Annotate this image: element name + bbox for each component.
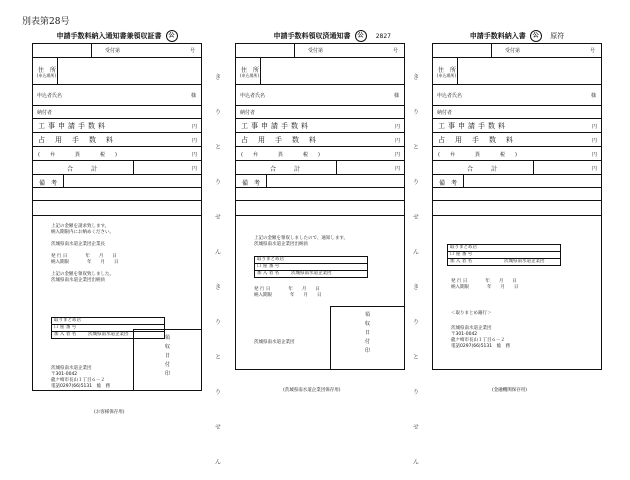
seal-mark: 公 xyxy=(355,30,367,42)
form-payment xyxy=(432,30,602,393)
applicant-suffix: 様 xyxy=(393,93,399,99)
payer-label: 納付者 xyxy=(240,110,256,116)
cut-char: き xyxy=(214,74,221,81)
fee-label-1: 工事申請手数料 xyxy=(38,122,108,130)
text-line: 茨城県南水道企業団 xyxy=(51,366,92,371)
seal-mark: 公 xyxy=(166,30,178,42)
cut-char: き xyxy=(412,284,419,291)
text-line: 龍ケ崎市長山１丁目６－２ xyxy=(51,378,105,383)
form-footer: (茨城県南水道企業団保存用) xyxy=(283,388,341,393)
payer-row xyxy=(33,106,201,119)
yen-2: 円 xyxy=(394,138,400,144)
receipt-stamp-area xyxy=(133,329,201,390)
cut-char: せ xyxy=(214,424,221,431)
cut-char: と xyxy=(412,354,419,361)
total-label: 合 計 xyxy=(270,166,301,173)
total-row xyxy=(433,161,601,175)
total-row xyxy=(33,161,201,175)
fee-row-2 xyxy=(236,133,404,147)
info-row: 加 入 者 名 茨城県南水道企業団 xyxy=(257,271,332,276)
account-info-table xyxy=(254,256,368,278)
form-notice xyxy=(235,30,405,393)
stamp-char: 領 xyxy=(364,312,370,318)
blank-row xyxy=(236,188,404,201)
address-label: 住 所 xyxy=(38,67,57,74)
fee-row-3 xyxy=(433,147,601,161)
receipt-label: 受付第 xyxy=(308,48,324,54)
blank-row xyxy=(33,201,201,216)
total-label: 合 計 xyxy=(467,166,498,173)
text-line: 発 行 日 年 月 日 xyxy=(451,279,517,284)
stamp-char: 収 xyxy=(364,321,370,327)
form-title: 申請手数料領収済通知書 xyxy=(273,32,351,40)
text-line: 茨城県南水道企業団 xyxy=(451,326,492,331)
info-row: 取りまとめ店 xyxy=(255,257,367,264)
fee-row-2 xyxy=(33,133,201,147)
text-line: 茨城県南水道企業団 xyxy=(254,340,295,345)
yen-2: 円 xyxy=(191,138,197,144)
text-line: 納入期限 年 月 日 xyxy=(451,285,519,290)
address-label: 住 所 xyxy=(241,67,260,74)
fee-label-1: 工事申請手数料 xyxy=(241,122,311,130)
address-row xyxy=(433,58,601,85)
page-title: 別表第28号 xyxy=(22,17,70,27)
account-info-table xyxy=(447,244,561,266)
cut-char: せ xyxy=(412,424,419,431)
info-row: 加 入 者 名 茨城県南水道企業団 xyxy=(54,332,129,337)
yen-2: 円 xyxy=(591,138,597,144)
remarks-row xyxy=(236,175,404,188)
fee-row-3 xyxy=(236,147,404,161)
yen-1: 円 xyxy=(394,124,400,130)
info-row: 口 座 番 号 xyxy=(52,325,164,332)
applicant-row xyxy=(433,85,601,106)
yen-total: 円 xyxy=(591,166,597,172)
form-header xyxy=(32,30,202,43)
applicant-row xyxy=(236,85,404,106)
cut-char: ん xyxy=(214,249,221,256)
receipt-stamp-area xyxy=(330,306,404,369)
form-box: 受付第 号 住 所 (申込場所) 申込者氏名 様 納付者 工事申請手数料 円 占用手数料 円 ( 弁 異 税 ) 円 合 計 円 備 考 取りまとめ店 口 座 番 号 加 入 者 名 茨城県南水道企業団 発 行 日 年 月 日 納入期限 年 月 日 ＜取りまとめ銀行＞ 茨城県南水道企業団 〒301-0042 龍ケ崎市長山１丁目６－２ 電話0297(66)5131 総 務 xyxy=(432,43,602,370)
stamp-char: 付 xyxy=(364,339,370,345)
text-line: 納入期限 年 月 日 xyxy=(51,260,119,265)
text-line: 納入期限 年 月 日 xyxy=(254,293,322,298)
fee-row-1 xyxy=(33,119,201,133)
stamp-char: 付 xyxy=(164,362,170,368)
receipt-row xyxy=(236,44,404,58)
text-line: 龍ケ崎市長山１丁目６－２ xyxy=(451,338,505,343)
remarks-label: 備 考 xyxy=(439,180,458,187)
text-line: 茨城県南水道企業団出納員 xyxy=(254,242,308,247)
text-line: 発 行 日 年 月 日 xyxy=(51,254,117,259)
fee-label-3: ( 弁 異 税 ) xyxy=(438,152,517,158)
cut-char: り xyxy=(412,179,419,186)
stamp-char: 領 xyxy=(164,335,170,341)
cut-char: ん xyxy=(412,459,419,466)
text-line: 茨城県南水道企業団企業長 xyxy=(51,242,105,247)
remarks-row xyxy=(33,175,201,188)
payer-label: 納付者 xyxy=(37,110,53,116)
cut-char: り xyxy=(214,389,221,396)
stamp-char: 収 xyxy=(164,344,170,350)
cut-char: り xyxy=(412,389,419,396)
form-title: 申請手数料納入通知書兼領収証書 xyxy=(56,32,162,40)
form-receipt xyxy=(32,30,202,415)
fee-label-2: 占用手数料 xyxy=(438,136,523,144)
address-label: 住 所 xyxy=(438,67,457,74)
form-header xyxy=(432,30,602,43)
text-line: 納入期限内にお納めください。 xyxy=(51,230,114,235)
fee-label-1: 工事申請手数料 xyxy=(438,122,508,130)
fee-row-1 xyxy=(236,119,404,133)
yen-1: 円 xyxy=(591,124,597,130)
blank-row xyxy=(33,188,201,201)
applicant-row xyxy=(33,85,201,106)
form-box xyxy=(32,43,202,391)
form-footer: (金融機関保存用) xyxy=(492,388,528,393)
address-row xyxy=(33,58,201,85)
cut-char: せ xyxy=(412,214,419,221)
cut-char: り xyxy=(412,319,419,326)
seal-mark: 公 xyxy=(530,30,542,42)
info-row: 加 入 者 名 茨城県南水道企業団 xyxy=(450,259,545,264)
remarks-label: 備 考 xyxy=(242,180,261,187)
info-row: 口 座 番 号 xyxy=(255,264,367,271)
cut-char: せ xyxy=(214,214,221,221)
cut-char: り xyxy=(412,109,419,116)
cut-char: と xyxy=(412,144,419,151)
stamp-char: 印 xyxy=(364,348,370,354)
total-label: 合 計 xyxy=(67,166,98,173)
stub-label: 原符 xyxy=(550,32,565,40)
receipt-suffix: 号 xyxy=(392,48,398,54)
form-number: 2827 xyxy=(375,33,391,40)
receipt-row xyxy=(433,44,601,58)
payer-row xyxy=(236,106,404,119)
cut-line-2 xyxy=(412,60,420,480)
receipt-label: 受付第 xyxy=(105,48,121,54)
form-header xyxy=(235,30,405,43)
fee-label-3: ( 弁 異 税 ) xyxy=(38,152,117,158)
text-line: 電話0297(66)5131 総 務 xyxy=(451,344,511,349)
remarks-row xyxy=(433,175,601,188)
form-title: 申請手数料納入書 xyxy=(469,32,526,40)
stamp-char: 印 xyxy=(164,371,170,377)
receipt-suffix: 号 xyxy=(189,48,195,54)
applicant-label: 申込者氏名 xyxy=(437,93,463,99)
text-line: 電話0297(66)5131 総 務 xyxy=(51,384,111,389)
text-line: 上記の金額を領収致しました。 xyxy=(51,272,114,277)
text-line: 上記の金額を請求致します。 xyxy=(51,224,110,229)
yen-total: 円 xyxy=(394,166,400,172)
yen-total: 円 xyxy=(191,166,197,172)
text-line: 上記の金額を領収しましたので、通知します。 xyxy=(254,236,349,241)
receipt-suffix: 号 xyxy=(589,48,595,54)
text-line: 発 行 日 年 月 日 xyxy=(254,287,320,292)
blank-row xyxy=(433,201,601,216)
cut-char: き xyxy=(214,284,221,291)
info-row: 取りまとめ店 xyxy=(448,245,560,252)
cut-char: ん xyxy=(412,249,419,256)
cut-char: と xyxy=(214,354,221,361)
cut-line-1 xyxy=(214,60,222,480)
fee-row-1 xyxy=(433,119,601,133)
text-line: 茨城県南水道企業団出納員 xyxy=(51,278,105,283)
yen-3: 円 xyxy=(591,152,597,158)
fee-label-2: 占用手数料 xyxy=(38,136,123,144)
payer-label: 納付者 xyxy=(437,110,453,116)
cut-char: ん xyxy=(214,459,221,466)
payer-row xyxy=(433,106,601,119)
receipt-label: 受付第 xyxy=(505,48,521,54)
address-sub: (申込場所) xyxy=(240,73,260,78)
form-footer: (お客様保存用) xyxy=(94,410,125,415)
applicant-suffix: 様 xyxy=(590,93,596,99)
stamp-char: 日 xyxy=(164,353,170,359)
blank-row xyxy=(433,188,601,201)
fee-row-2 xyxy=(433,133,601,147)
applicant-label: 申込者氏名 xyxy=(37,93,63,99)
blank-row xyxy=(236,201,404,216)
applicant-suffix: 様 xyxy=(190,93,196,99)
form-box xyxy=(235,43,405,370)
remarks-label: 備 考 xyxy=(39,180,58,187)
text-line: 〒301-0042 xyxy=(51,372,78,377)
address-row xyxy=(236,58,404,85)
receipt-row xyxy=(33,44,201,58)
fee-label-2: 占用手数料 xyxy=(241,136,326,144)
info-row: 口 座 番 号 xyxy=(448,252,560,259)
yen-1: 円 xyxy=(191,124,197,130)
yen-3: 円 xyxy=(191,152,197,158)
cut-char: き xyxy=(412,74,419,81)
cut-char: り xyxy=(214,179,221,186)
info-row: 取りまとめ店 xyxy=(52,318,164,325)
address-sub: (申込場所) xyxy=(37,73,57,78)
cut-char: り xyxy=(214,319,221,326)
cut-char: り xyxy=(214,109,221,116)
cut-char: と xyxy=(214,144,221,151)
yen-3: 円 xyxy=(394,152,400,158)
fee-label-3: ( 弁 異 税 ) xyxy=(241,152,320,158)
total-row xyxy=(236,161,404,175)
address-sub: (申込場所) xyxy=(437,73,457,78)
stamp-char: 日 xyxy=(364,330,370,336)
applicant-label: 申込者氏名 xyxy=(240,93,266,99)
text-line: 〒301-0042 xyxy=(451,332,478,337)
fee-row-3 xyxy=(33,147,201,161)
